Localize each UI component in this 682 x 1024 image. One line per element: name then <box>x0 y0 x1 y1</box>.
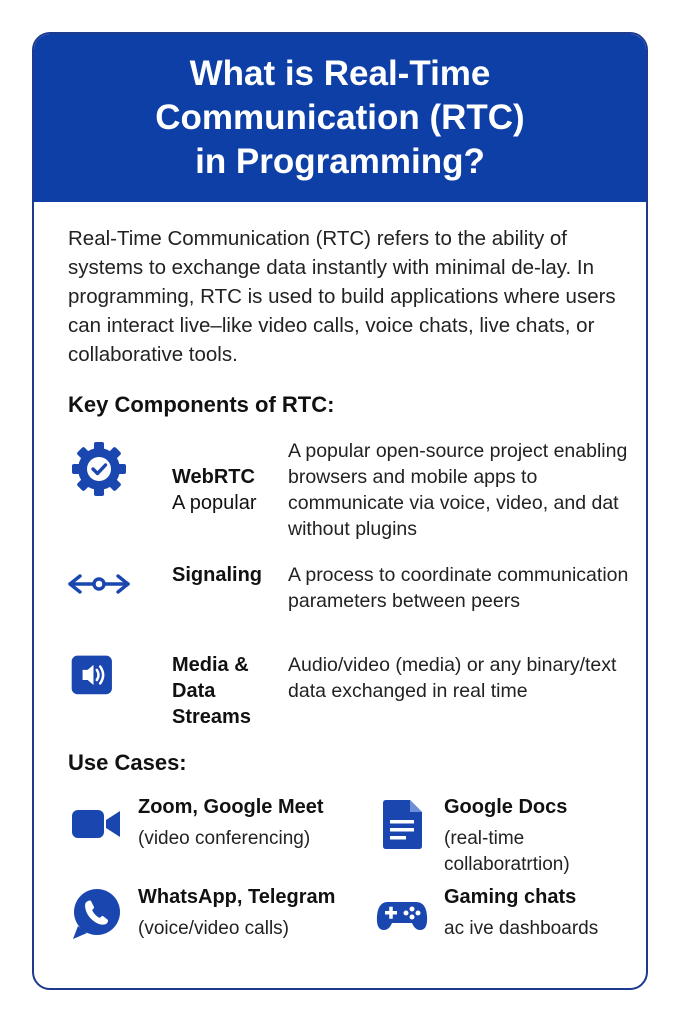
bidirectional-arrow-icon <box>68 562 130 624</box>
use-case-title: Zoom, Google Meet <box>138 796 324 818</box>
use-case-subtitle: (real-time collaboratrtion) <box>444 828 570 875</box>
component-subname: A popular <box>172 492 257 514</box>
phone-chat-icon <box>68 886 124 942</box>
intro-paragraph: Real-Time Communication (RTC) refers to the ability of systems to exchange data instantly with minimal de-lay. In programming, RTC is used to build applications where users can interact live–like video calls, voice chats, live chats, or collaborative tools. <box>68 227 616 366</box>
document-icon <box>374 796 430 852</box>
use-case-zoom <box>68 796 328 876</box>
gear-check-icon <box>68 438 130 500</box>
use-case-whatsapp <box>68 886 336 966</box>
use-case-title: WhatsApp, Telegram <box>138 886 336 908</box>
use-case-title: Google Docs <box>444 796 568 818</box>
component-description: A popular open-source project enabling browsers and mobile apps to communicate via voice, video, and dat without plugins <box>288 440 628 540</box>
header-banner <box>34 34 646 202</box>
speaker-icon <box>70 654 122 706</box>
component-name: WebRTC A popular <box>172 438 282 542</box>
video-camera-icon <box>68 796 124 852</box>
use-case-subtitle: (video conferencing) <box>138 828 311 849</box>
component-name: Signaling <box>172 564 262 586</box>
use-case-title: Gaming chats <box>444 886 577 908</box>
component-webrtc <box>68 438 628 540</box>
component-signaling <box>68 562 628 652</box>
info-card <box>32 32 648 990</box>
page-title: What is Real-Time Communication (RTC) in Programming? <box>155 54 525 181</box>
use-cases-heading: Use Cases: <box>68 750 187 775</box>
component-media-streams <box>68 652 628 742</box>
component-description: A process to coordinate communication parameters between peers <box>288 564 629 612</box>
component-description: Audio/video (media) or any binary/text data exchanged in real time <box>288 654 617 702</box>
use-case-subtitle: (voice/video calls) <box>138 918 289 939</box>
components-heading: Key Components of RTC: <box>68 392 335 417</box>
use-case-google-docs <box>374 796 634 876</box>
component-name: Media & Data Streams <box>172 654 251 728</box>
use-case-subtitle: ac ive dashboards <box>444 918 599 939</box>
gamepad-icon <box>374 886 430 942</box>
use-case-gaming <box>374 886 634 966</box>
